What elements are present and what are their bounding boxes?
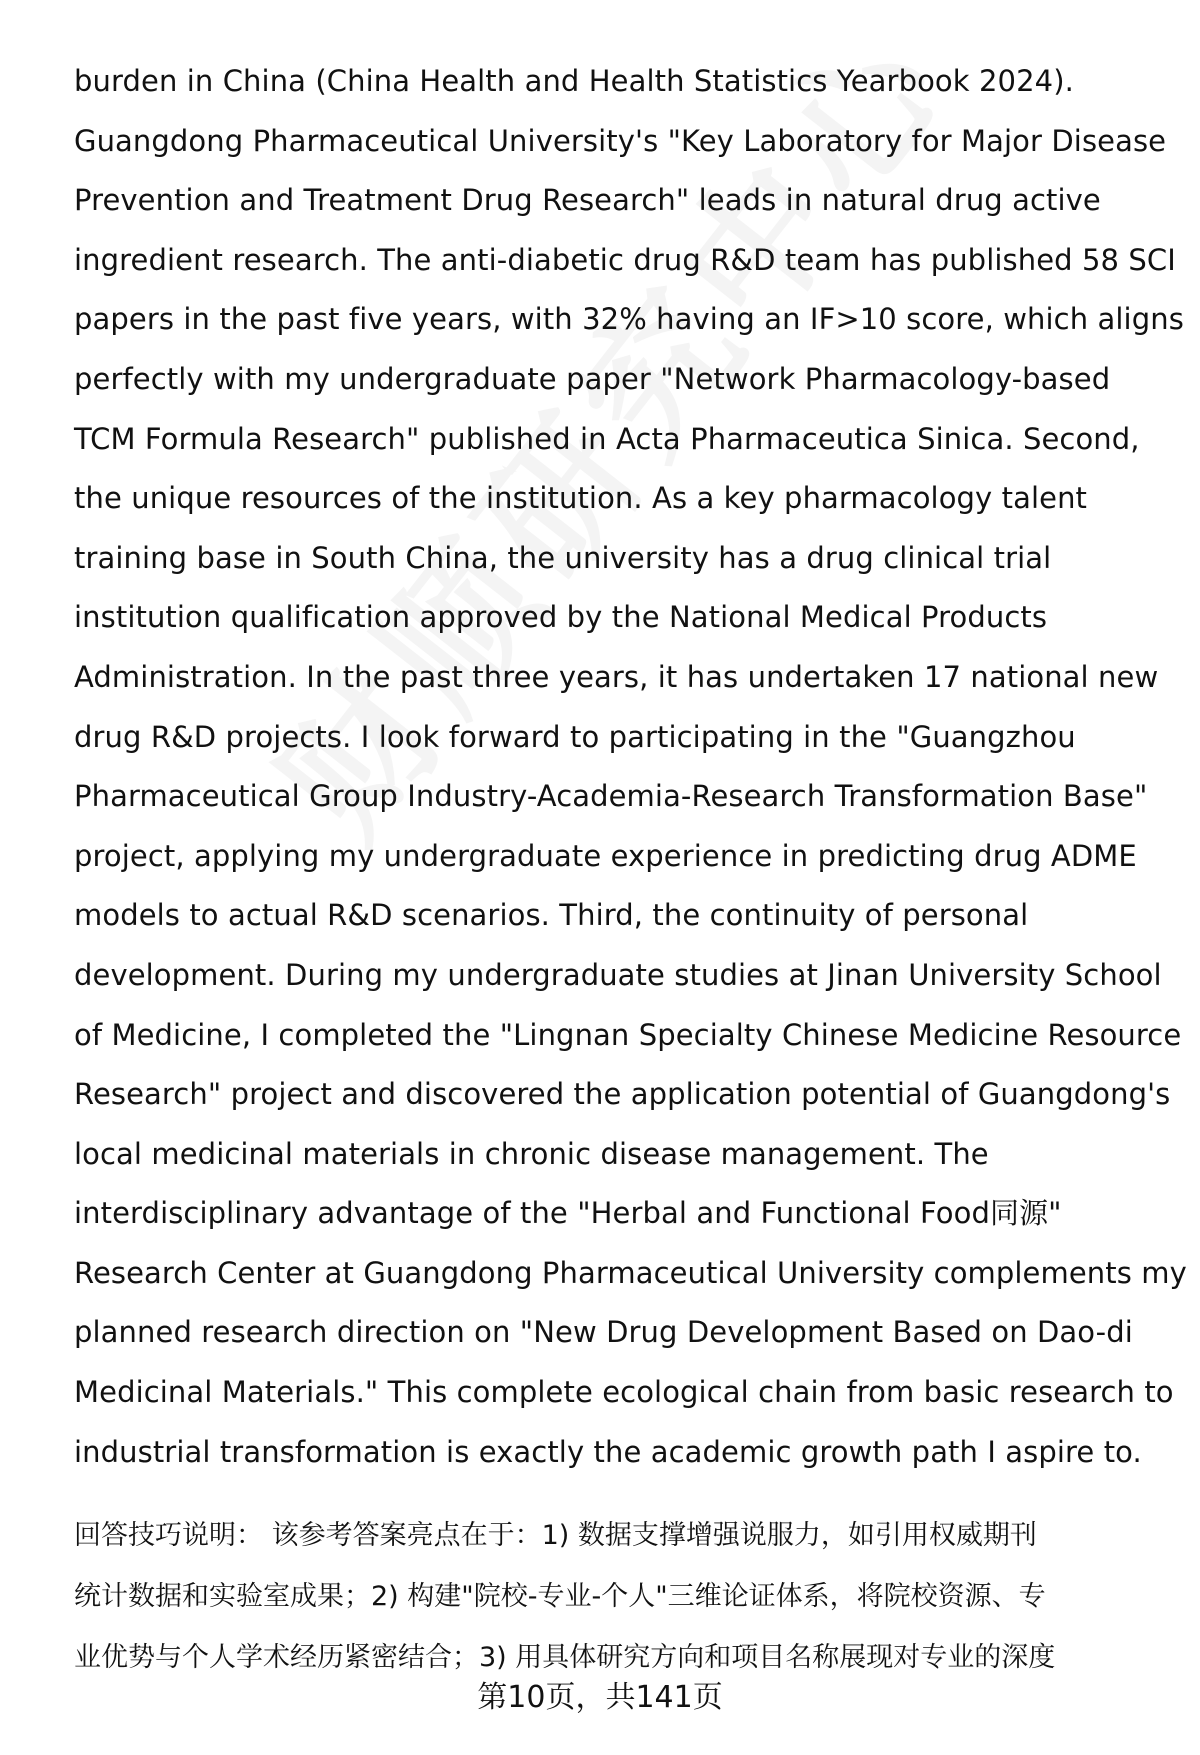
paragraph-line: models to actual R&D scenarios. Third, the continuity of personal (74, 898, 1029, 933)
paragraph-line: Research Center at Guangdong Pharmaceutical University complements my (74, 1255, 1187, 1290)
paragraph-line: papers in the past five years, with 32% having an IF>10 score, which aligns (74, 302, 1184, 337)
paragraph-line: Prevention and Treatment Drug Research" leads in natural drug active (74, 183, 1101, 218)
paragraph-line: the unique resources of the institution. As a key pharmacology talent (74, 481, 1088, 516)
paragraph-line: Research" project and discovered the application potential of Guangdong's (74, 1077, 1171, 1112)
paragraph-line: of Medicine, I completed the "Lingnan Specialty Chinese Medicine Resource (74, 1017, 1182, 1052)
answer-tips-section (74, 1505, 1164, 1688)
paragraph-line: training base in South China, the university has a drug clinical trial (74, 540, 1052, 575)
paragraph-line: perfectly with my undergraduate paper "Network Pharmacology-based (74, 361, 1111, 396)
paragraph-line: drug R&D projects. I look forward to participating in the "Guangzhou (74, 719, 1076, 754)
paragraph-line: Pharmaceutical Group Industry-Academia-Research Transformation Base" (74, 779, 1148, 814)
paragraph-line: planned research direction on "New Drug Development Based on Dao-di (74, 1315, 1133, 1350)
tips-line: 回答技巧说明： 该参考答案亮点在于：1) 数据支撑增强说服力，如引用权威期刊 (74, 1520, 1037, 1551)
paragraph-line: ingredient research. The anti-diabetic drug R&D team has published 58 SCI (74, 242, 1176, 277)
paragraph-line: Administration. In the past three years, it has undertaken 17 national new (74, 659, 1159, 694)
page-number: 第10页，共141页 (477, 1680, 723, 1715)
tips-line: 业优势与个人学术经历紧密结合；3) 用具体研究方向和项目名称展现对专业的深度 (74, 1642, 1056, 1673)
tips-line: 统计数据和实验室成果；2) 构建"院校-专业-个人"三维论证体系，将院校资源、专 (74, 1581, 1046, 1612)
paragraph-line: industrial transformation is exactly the academic growth path I aspire to. (74, 1434, 1142, 1469)
paragraph-line: Medicinal Materials." This complete ecological chain from basic research to (74, 1375, 1174, 1410)
paragraph-line: local medicinal materials in chronic disease management. The (74, 1136, 989, 1171)
paragraph-line: TCM Formula Research" published in Acta Pharmaceutica Sinica. Second, (74, 421, 1140, 456)
paragraph-line: Guangdong Pharmaceutical University's "Key Laboratory for Major Disease (74, 123, 1167, 158)
paragraph-line: burden in China (China Health and Health Statistics Yearbook 2024). (74, 64, 1074, 98)
main-paragraph (74, 52, 1187, 1482)
paragraph-line: project, applying my undergraduate experience in predicting drug ADME (74, 838, 1137, 873)
paragraph-line: interdisciplinary advantage of the "Herbal and Functional Food同源" (74, 1196, 1062, 1231)
paragraph-line: development. During my undergraduate studies at Jinan University School (74, 957, 1162, 992)
paragraph-line: institution qualification approved by the National Medical Products (74, 600, 1048, 635)
